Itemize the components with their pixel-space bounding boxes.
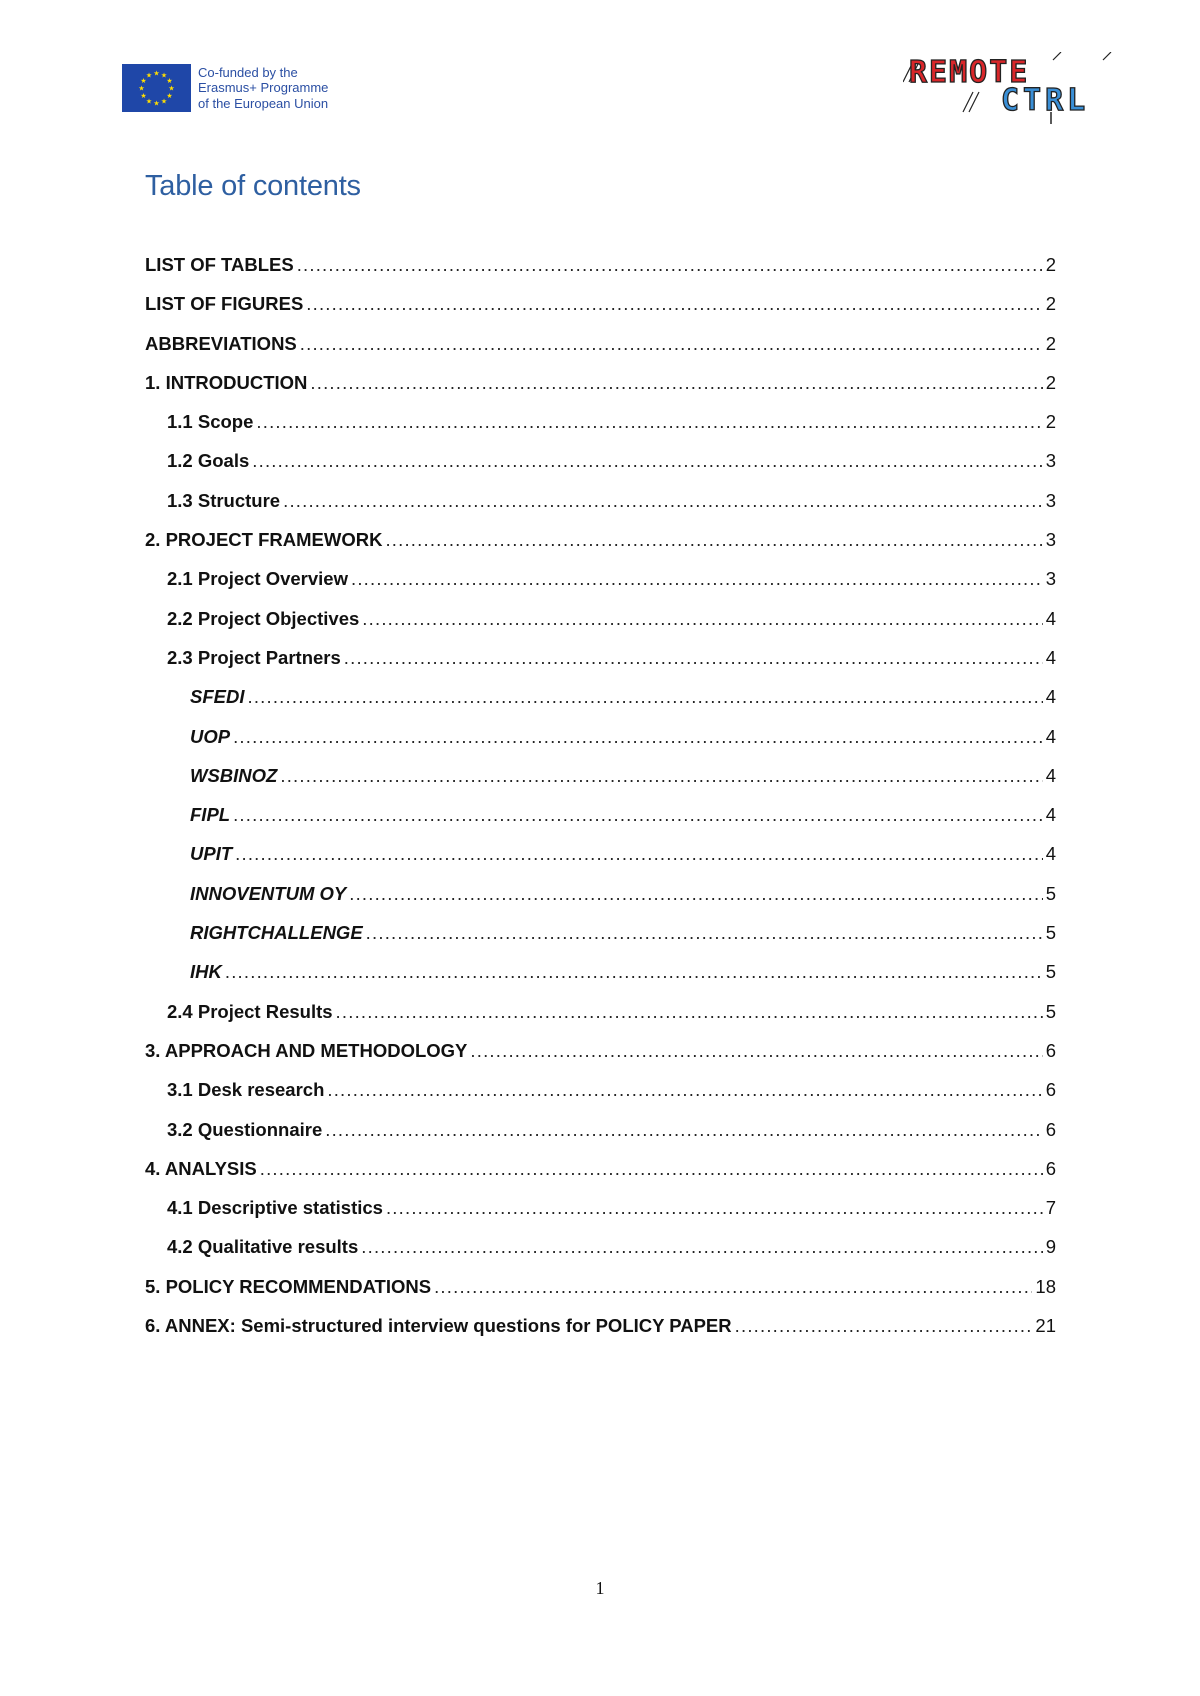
toc-entry-page: 4	[1045, 804, 1056, 826]
toc-entry-label: 4.2 Qualitative results	[167, 1236, 359, 1258]
toc-entry-label: 2.3 Project Partners	[167, 646, 341, 668]
eu-text-line-2: Erasmus+ Programme	[198, 80, 329, 96]
toc-dot-leader	[735, 1315, 1033, 1337]
toc-entry-label: UPIT	[190, 843, 233, 865]
toc-entry-page: 5	[1045, 961, 1056, 983]
eu-star-icon: ★	[145, 98, 153, 106]
toc-entry-page: 21	[1035, 1315, 1056, 1337]
toc-entry-page: 2	[1045, 332, 1056, 354]
table-of-contents	[145, 254, 1056, 1354]
toc-entry-label: 4. ANALYSIS	[145, 1157, 257, 1179]
toc-entry[interactable]	[145, 411, 1056, 450]
toc-entry[interactable]	[145, 883, 1056, 922]
toc-entry-page: 5	[1045, 1000, 1056, 1022]
toc-entry-label: 4.1 Descriptive statistics	[167, 1197, 383, 1219]
toc-dot-leader	[470, 1040, 1042, 1062]
toc-entry-label: ABBREVIATIONS	[145, 332, 297, 354]
eu-star-icon: ★	[160, 72, 168, 80]
eu-star-icon: ★	[140, 78, 147, 85]
toc-entry-label: 3.2 Questionnaire	[167, 1118, 323, 1140]
toc-dot-leader	[235, 843, 1043, 865]
toc-dot-leader	[361, 1236, 1042, 1258]
toc-entry-label: 1.2 Goals	[167, 450, 250, 472]
toc-dot-leader	[247, 686, 1042, 708]
toc-entry-page: 3	[1045, 450, 1056, 472]
eu-star-icon: ★	[166, 93, 173, 100]
toc-dot-leader	[434, 1276, 1032, 1298]
toc-entry-page: 4	[1045, 764, 1056, 786]
toc-dot-leader	[306, 293, 1042, 315]
toc-dot-leader	[325, 1119, 1042, 1141]
toc-entry-label: 6. ANNEX: Semi-structured interview questions for POLICY PAPER	[145, 1315, 732, 1337]
toc-entry[interactable]	[145, 254, 1056, 293]
toc-entry[interactable]	[145, 529, 1056, 568]
toc-entry-label: UOP	[190, 725, 231, 747]
toc-entry[interactable]	[145, 765, 1056, 804]
eu-text-line-1: Co-funded by the	[198, 64, 298, 80]
toc-entry-page: 4	[1045, 646, 1056, 668]
eu-star-icon: ★	[145, 72, 153, 80]
toc-entry[interactable]	[145, 1236, 1056, 1275]
toc-entry[interactable]	[145, 568, 1056, 607]
toc-entry[interactable]	[145, 450, 1056, 489]
toc-entry[interactable]	[145, 608, 1056, 647]
logo-line-ctrl: CTRL	[1001, 83, 1090, 118]
toc-entry-page: 4	[1045, 725, 1056, 747]
toc-entry-label: FIPL	[190, 804, 231, 826]
toc-entry-label: WSBINOZ	[190, 764, 278, 786]
toc-entry-page: 5	[1045, 922, 1056, 944]
toc-dot-leader	[260, 1158, 1043, 1180]
toc-entry[interactable]	[145, 1158, 1056, 1197]
page-number: 1	[595, 1578, 605, 1598]
toc-entry-page: 3	[1045, 568, 1056, 590]
eu-star-icon: ★	[153, 70, 160, 78]
toc-dot-leader	[283, 490, 1043, 512]
eu-text-line-3: of the European Union	[198, 95, 329, 111]
eu-star-icon: ★	[140, 93, 147, 100]
toc-entry-label: 2.2 Project Objectives	[167, 607, 360, 629]
toc-entry-page: 2	[1045, 254, 1056, 275]
toc-entry[interactable]	[145, 843, 1056, 882]
eu-star-icon: ★	[166, 78, 173, 85]
toc-dot-leader	[327, 1079, 1042, 1101]
toc-dot-leader	[233, 804, 1043, 826]
eu-star-icon: ★	[153, 100, 160, 108]
eu-flag-icon	[122, 64, 191, 112]
toc-entry[interactable]	[145, 293, 1056, 332]
toc-entry[interactable]	[145, 922, 1056, 961]
toc-entry-page: 9	[1045, 1236, 1056, 1258]
toc-dot-leader	[351, 568, 1043, 590]
eu-funding-logo	[122, 64, 328, 112]
remote-ctrl-logo	[903, 52, 1115, 126]
toc-dot-leader	[310, 372, 1042, 394]
toc-entry[interactable]	[145, 490, 1056, 529]
toc-entry[interactable]	[145, 647, 1056, 686]
toc-dot-leader	[225, 961, 1043, 983]
toc-entry-page: 7	[1045, 1197, 1056, 1219]
toc-entry-page: 18	[1035, 1275, 1056, 1297]
toc-entry-label: LIST OF TABLES	[145, 254, 294, 275]
toc-entry-label: IHK	[190, 961, 222, 983]
toc-entry-page: 2	[1045, 371, 1056, 393]
toc-dot-leader	[366, 922, 1043, 944]
toc-entry-page: 3	[1045, 529, 1056, 551]
toc-dot-leader	[256, 411, 1042, 433]
toc-entry-page: 4	[1045, 607, 1056, 629]
toc-dot-leader	[280, 765, 1042, 787]
toc-entry[interactable]	[145, 961, 1056, 1000]
toc-entry[interactable]	[145, 1197, 1056, 1236]
eu-funding-text	[198, 65, 328, 112]
toc-dot-leader	[300, 333, 1043, 355]
toc-entry-label: 3.1 Desk research	[167, 1079, 325, 1101]
toc-dot-leader	[233, 726, 1043, 748]
page-title: Table of contents	[145, 170, 361, 202]
toc-entry[interactable]	[145, 1119, 1056, 1158]
toc-entry-label: 1.1 Scope	[167, 411, 254, 433]
toc-entry[interactable]	[145, 1079, 1056, 1118]
toc-entry-label: 2. PROJECT FRAMEWORK	[145, 529, 383, 551]
toc-entry-label: RIGHTCHALLENGE	[190, 922, 363, 944]
toc-entry[interactable]	[145, 1040, 1056, 1079]
toc-entry-page: 6	[1045, 1039, 1056, 1061]
eu-star-icon: ★	[160, 98, 168, 106]
toc-entry-page: 4	[1045, 686, 1056, 708]
toc-entry-label: 3. APPROACH AND METHODOLOGY	[145, 1039, 468, 1061]
eu-star-icon: ★	[168, 85, 175, 93]
toc-dot-leader	[349, 883, 1042, 905]
toc-dot-leader	[252, 450, 1042, 472]
toc-dot-leader	[336, 1001, 1043, 1023]
eu-star-icon: ★	[138, 85, 145, 93]
toc-dot-leader	[362, 608, 1042, 630]
toc-entry[interactable]	[145, 1315, 1056, 1354]
toc-entry-page: 6	[1045, 1157, 1056, 1179]
toc-entry-page: 2	[1045, 411, 1056, 433]
toc-entry-label: SFEDI	[190, 686, 245, 708]
toc-entry-label: 5. POLICY RECOMMENDATIONS	[145, 1275, 432, 1297]
toc-entry[interactable]	[145, 1001, 1056, 1040]
toc-entry-label: 1.3 Structure	[167, 489, 281, 511]
toc-dot-leader	[297, 254, 1043, 276]
toc-entry[interactable]	[145, 726, 1056, 765]
toc-entry[interactable]	[145, 686, 1056, 725]
toc-entry-label: 2.1 Project Overview	[167, 568, 348, 590]
toc-entry-page: 2	[1045, 293, 1056, 315]
logo-line-remote: REMOTE	[909, 55, 1030, 90]
toc-entry[interactable]	[145, 1276, 1056, 1315]
toc-entry[interactable]	[145, 804, 1056, 843]
toc-dot-leader	[386, 1197, 1043, 1219]
toc-entry-page: 5	[1045, 882, 1056, 904]
toc-entry-page: 3	[1045, 489, 1056, 511]
toc-entry-page: 6	[1045, 1118, 1056, 1140]
toc-entry[interactable]	[145, 333, 1056, 372]
toc-entry-page: 6	[1045, 1079, 1056, 1101]
toc-entry-label: 2.4 Project Results	[167, 1000, 333, 1022]
toc-dot-leader	[385, 529, 1042, 551]
toc-entry-label: 1. INTRODUCTION	[145, 371, 308, 393]
toc-entry-label: INNOVENTUM OY	[190, 882, 347, 904]
toc-entry[interactable]	[145, 372, 1056, 411]
toc-entry-page: 4	[1045, 843, 1056, 865]
toc-entry-label: LIST OF FIGURES	[145, 293, 304, 315]
page-header	[0, 0, 1200, 140]
toc-dot-leader	[344, 647, 1043, 669]
